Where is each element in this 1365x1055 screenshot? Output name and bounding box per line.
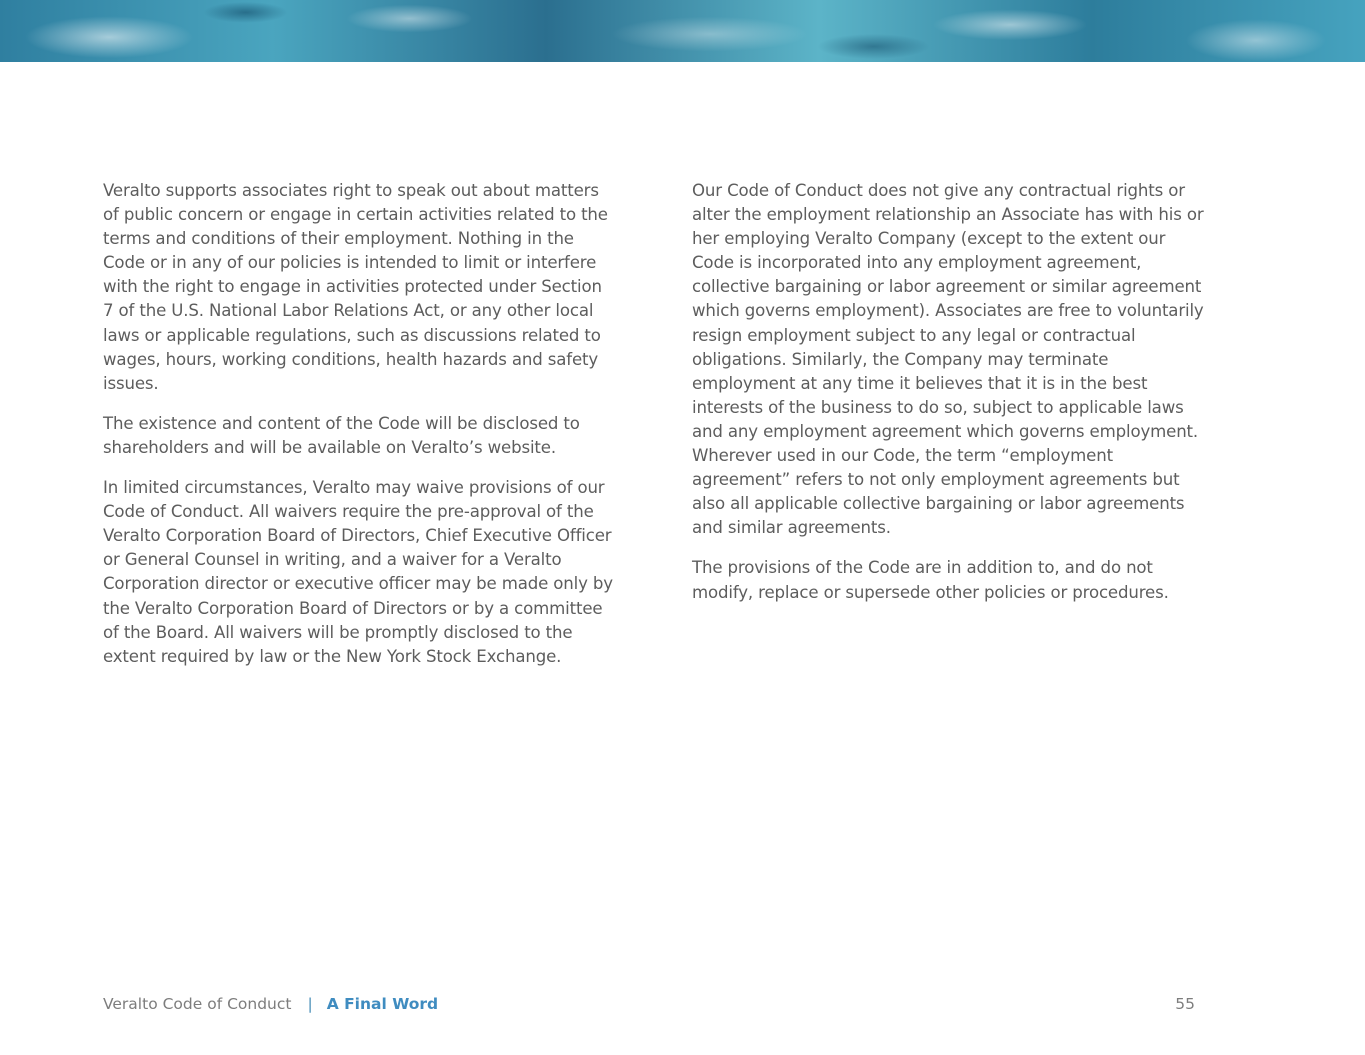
footer-document-title: Veralto Code of Conduct bbox=[103, 995, 292, 1013]
paragraph-contractual-rights: Our Code of Conduct does not give any contractual rights or alter the employment relationship an Associate has with his or her employing Veralto Company (except to the extent our Code is incorporated into any employment agreement, collective bargaining or labor agreement or similar agreement which governs employment). Associates are free to voluntarily resign employment subject to any legal or contractual obligations. Similarly, the Company may terminate employment at any time it believes that it is in the best interests of the business to do so, subject to applicable laws and any employment agreement which governs employment. Wherever used in our Code, the term “employment agreement” refers to not only employment agreements but also all applicable collective bargaining or labor agreements and similar agreements. bbox=[692, 181, 1204, 538]
footer-separator: | bbox=[307, 995, 313, 1013]
paragraph-associate-rights: Veralto supports associates right to speak out about matters of public concern or engage in certain activities related to the terms and conditions of their employment. Nothing in the Code or in any of our policies is intended to limit or interfere with the right to engage in activities protected under Section 7 of the U.S. National Labor Relations Act, or any other local laws or applicable regulations, such as discussions related to wages, hours, working conditions, health hazards and safety issues. bbox=[103, 181, 608, 393]
page-number: 55 bbox=[1175, 995, 1195, 1013]
right-column bbox=[692, 179, 1207, 621]
page-footer bbox=[103, 993, 1195, 1015]
ocean-banner-image bbox=[0, 0, 1365, 62]
paragraph-provisions: The provisions of the Code are in addition to, and do not modify, replace or supersede other policies or procedures. bbox=[692, 558, 1169, 602]
paragraph-waivers: In limited circumstances, Veralto may waive provisions of our Code of Conduct. All waivers require the pre-approval of the Veralto Corporation Board of Directors, Chief Executive Officer or General Counsel in writing, and a waiver for a Veralto Corporation director or executive officer may be made only by the Veralto Corporation Board of Directors or by a committee of the Board. All waivers will be promptly disclosed to the extent required by law or the New York Stock Exchange. bbox=[103, 478, 613, 666]
paragraph-code-disclosure: The existence and content of the Code will be disclosed to shareholders and will be available on Veralto’s website. bbox=[103, 413, 580, 457]
left-column bbox=[103, 179, 613, 685]
footer-section-link[interactable]: A Final Word bbox=[326, 995, 439, 1013]
